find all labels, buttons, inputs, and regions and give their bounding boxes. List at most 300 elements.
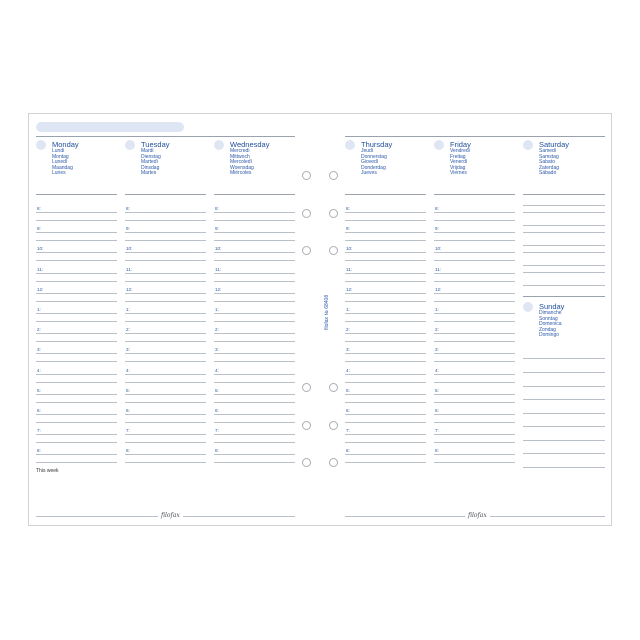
write-line [345,382,426,383]
write-line [345,434,426,435]
write-line [36,414,117,415]
write-line [125,361,206,362]
hour-row[interactable] [345,447,426,467]
write-line [214,374,295,375]
hour-row[interactable] [125,266,206,286]
date-circle[interactable] [125,140,135,150]
hour-label: 4: [346,367,350,373]
write-line [345,422,426,423]
hour-row[interactable] [214,245,295,265]
hour-row[interactable] [345,346,426,366]
hour-row[interactable] [125,326,206,346]
write-line [36,240,117,241]
hour-label: 8: [215,448,219,454]
ring-hole [329,246,338,255]
write-line [36,442,117,443]
hour-row[interactable] [345,387,426,407]
hour-label: 10: [435,246,442,252]
write-line [434,273,515,274]
hour-label: 5: [346,387,350,393]
write-line [345,321,426,322]
hour-label: 12: [37,286,44,292]
write-line [434,321,515,322]
hour-label: 9: [37,226,41,232]
hour-label: 4: [126,367,130,373]
ring-hole [302,209,311,218]
write-line [345,220,426,221]
hour-row[interactable] [434,205,515,225]
this-week-label: This week [36,468,59,474]
header-divider [214,194,295,195]
write-line [125,402,206,403]
write-line [36,394,117,395]
hour-row[interactable] [214,205,295,225]
header-divider [434,194,515,195]
ring-hole [302,421,311,430]
hour-label: 6: [346,408,350,413]
write-line[interactable] [523,440,605,441]
write-line [434,394,515,395]
ring-hole [329,171,338,180]
hour-label: 11: [346,266,353,272]
write-line [214,353,295,354]
hour-row[interactable] [214,326,295,346]
write-line[interactable] [523,285,605,286]
hour-row[interactable] [214,346,295,366]
hour-label: 8: [346,448,350,454]
write-line [345,353,426,354]
hour-row[interactable] [36,286,117,306]
write-line [434,374,515,375]
write-line [345,341,426,342]
hour-row[interactable] [345,266,426,286]
write-line [36,232,117,233]
write-line [434,434,515,435]
write-line[interactable] [523,372,605,373]
write-line [125,252,206,253]
write-line [214,321,295,322]
write-line [434,293,515,294]
hour-label: 7: [215,428,219,434]
hour-row[interactable] [125,245,206,265]
date-circle[interactable] [214,140,224,150]
write-line [36,273,117,274]
write-line [345,462,426,463]
hour-row[interactable] [345,205,426,225]
write-line [36,353,117,354]
write-line [345,260,426,261]
write-line [36,333,117,334]
write-line [345,414,426,415]
ring-hole [302,458,311,467]
write-line [434,462,515,463]
hour-row[interactable] [214,266,295,286]
hour-label: 2: [215,327,219,333]
hour-row[interactable] [214,427,295,447]
hour-row[interactable] [434,266,515,286]
hour-row[interactable] [434,286,515,306]
write-line [125,260,206,261]
hour-row[interactable] [125,346,206,366]
write-line[interactable] [523,245,605,246]
date-circle[interactable] [345,140,355,150]
day-translations: Mardi Dienstag Martedì Dinsdag Martes [141,148,161,177]
hour-label: 9: [126,226,130,232]
hour-row[interactable] [434,245,515,265]
hour-label: 11: [126,266,133,272]
write-line [345,240,426,241]
write-line [214,454,295,455]
ring-hole [329,209,338,218]
hour-label: 8: [215,206,219,211]
write-line [214,240,295,241]
write-line [434,341,515,342]
write-line [36,422,117,423]
write-line [345,361,426,362]
hour-label: 11: [215,266,222,272]
hour-label: 12: [346,286,353,292]
hour-label: 5: [126,387,130,393]
write-line [345,232,426,233]
filofax-logo-right: filofax [465,512,490,519]
hour-row[interactable] [345,225,426,245]
day-translations: Vendredi Freitag Venerdì Vrijdag Viernes [450,148,470,177]
write-line [434,281,515,282]
write-line [434,402,515,403]
hour-row[interactable] [36,205,117,225]
day-translations: Samedi Samstag Sabato Zaterdag Sábado [539,148,560,177]
write-line [36,321,117,322]
write-line [434,313,515,314]
write-line [434,414,515,415]
day-name: Thursday [361,140,393,149]
write-line [434,442,515,443]
hour-row[interactable] [214,225,295,245]
write-line [125,454,206,455]
write-line [125,353,206,354]
day-translations: Dimanche Sonntag Domenica Zondag Domingo [539,310,562,339]
hour-row[interactable] [125,427,206,447]
hour-row[interactable] [434,407,515,427]
write-line [214,341,295,342]
hour-label: 11: [435,266,442,272]
write-line [434,301,515,302]
hour-row[interactable] [345,326,426,346]
hour-row[interactable] [434,306,515,326]
write-line[interactable] [523,225,605,226]
hour-label: 1: [346,307,350,312]
write-line [434,353,515,354]
hour-label: 12: [215,286,222,292]
write-line[interactable] [523,272,605,273]
write-line [36,402,117,403]
hour-row[interactable] [434,225,515,245]
hour-label: 8: [346,206,350,211]
hour-row[interactable] [36,245,117,265]
write-line[interactable] [523,205,605,206]
write-line [214,232,295,233]
write-line[interactable] [523,467,605,468]
write-line [214,333,295,334]
hour-label: 1: [215,307,219,312]
write-line [434,232,515,233]
write-line [434,212,515,213]
hour-row[interactable] [214,447,295,467]
write-line [125,333,206,334]
write-line [125,273,206,274]
hour-row[interactable] [125,205,206,225]
hour-label: 1: [435,307,439,312]
hour-label: 2: [435,327,439,333]
write-line[interactable] [523,426,605,427]
write-line [214,394,295,395]
write-line [36,212,117,213]
write-line [345,281,426,282]
hour-row[interactable] [36,306,117,326]
write-line [434,361,515,362]
day-name: Saturday [539,140,570,149]
hour-row[interactable] [125,407,206,427]
hour-label: 7: [37,428,41,434]
write-line [345,374,426,375]
write-line[interactable] [523,252,605,253]
write-line [36,434,117,435]
hour-row[interactable] [434,427,515,447]
write-line[interactable] [523,399,605,400]
write-line[interactable] [523,453,605,454]
write-line [36,462,117,463]
hour-row[interactable] [36,225,117,245]
day-name: Friday [450,140,471,149]
hour-row[interactable] [36,367,117,387]
write-line [434,422,515,423]
write-line [125,414,206,415]
write-line [214,293,295,294]
hour-label: 2: [346,327,350,333]
hour-label: 2: [126,327,130,333]
hour-label: 3: [435,347,439,353]
hour-label: 7: [346,428,350,434]
hour-row[interactable] [434,326,515,346]
write-line [125,382,206,383]
hour-row[interactable] [345,245,426,265]
write-line [345,333,426,334]
write-line [214,252,295,253]
write-line [214,220,295,221]
write-line [125,220,206,221]
write-line [214,361,295,362]
hour-label: 11: [37,266,44,272]
write-line [434,260,515,261]
write-line [345,293,426,294]
hour-label: 8: [126,206,130,211]
write-line [36,454,117,455]
write-line[interactable] [523,265,605,266]
write-line[interactable] [523,212,605,213]
write-line [214,422,295,423]
hour-row[interactable] [36,326,117,346]
write-line [125,341,206,342]
write-line [125,434,206,435]
hour-label: 10: [346,246,353,252]
write-line [345,273,426,274]
hour-label: 1: [37,307,41,312]
hour-row[interactable] [125,286,206,306]
day-name: Sunday [539,302,565,311]
write-line [214,434,295,435]
hour-row[interactable] [125,387,206,407]
hour-label: 8: [37,206,41,211]
write-line [36,382,117,383]
write-line [36,293,117,294]
hour-row[interactable] [125,447,206,467]
day-translations: Jeudi Donnerstag Giovedì Donderdag Jueves [361,148,387,177]
hour-label: 9: [346,226,350,232]
write-line [125,422,206,423]
write-line [214,382,295,383]
hour-label: 8: [126,448,130,454]
hour-row[interactable] [214,407,295,427]
write-line [345,394,426,395]
hour-label: 8: [435,206,439,211]
hour-label: 10: [215,246,222,252]
hour-row[interactable] [36,427,117,447]
hour-label: 4: [37,367,41,373]
write-line [214,402,295,403]
day-name: Tuesday [141,140,170,149]
date-circle[interactable] [36,140,46,150]
header-top-line-left [36,136,295,137]
hour-row[interactable] [434,346,515,366]
day-name: Wednesday [230,140,270,149]
write-line [214,260,295,261]
ring-hole [329,458,338,467]
write-line [36,260,117,261]
hour-label: 10: [126,246,133,252]
hour-row[interactable] [434,447,515,467]
hour-label: 5: [435,387,439,393]
write-line [125,240,206,241]
write-line [345,252,426,253]
hour-row[interactable] [434,367,515,387]
ring-hole [329,383,338,392]
date-circle[interactable] [523,140,533,150]
hour-row[interactable] [345,407,426,427]
write-line [434,333,515,334]
write-line [36,252,117,253]
hour-row[interactable] [214,286,295,306]
hour-row[interactable] [36,266,117,286]
write-line [125,212,206,213]
week-date-field[interactable] [36,122,184,132]
hour-label: 4: [435,367,439,373]
write-line [36,374,117,375]
write-line [36,220,117,221]
hour-row[interactable] [36,387,117,407]
ring-hole [302,246,311,255]
hour-row[interactable] [214,306,295,326]
write-line [125,394,206,395]
write-line [345,212,426,213]
hour-row[interactable] [345,306,426,326]
write-line [214,414,295,415]
write-line [36,341,117,342]
write-line [214,313,295,314]
hour-row[interactable] [36,346,117,366]
hour-row[interactable] [36,447,117,467]
write-line [345,442,426,443]
write-line [214,442,295,443]
write-line [214,281,295,282]
write-line [345,313,426,314]
write-line[interactable] [523,386,605,387]
hour-label: 10: [37,246,44,252]
write-line [125,301,206,302]
hour-row[interactable] [214,367,295,387]
header-divider [125,194,206,195]
write-line[interactable] [523,358,605,359]
hour-row[interactable] [125,225,206,245]
hour-row[interactable] [125,367,206,387]
write-line [125,321,206,322]
date-circle[interactable] [434,140,444,150]
write-line [125,462,206,463]
write-line [125,232,206,233]
date-circle[interactable] [523,302,533,312]
hour-row[interactable] [345,367,426,387]
write-line [36,313,117,314]
hour-label: 3: [346,347,350,353]
ring-hole [302,383,311,392]
write-line[interactable] [523,194,605,195]
hour-row[interactable] [434,387,515,407]
hour-label: 4: [215,367,219,373]
write-line[interactable] [523,413,605,414]
spine-label: filofax № 68408 [324,294,330,330]
header-divider [345,194,426,195]
write-line [434,240,515,241]
write-line[interactable] [523,232,605,233]
write-line [434,220,515,221]
hour-label: 5: [215,387,219,393]
write-line [345,402,426,403]
write-line [434,252,515,253]
hour-label: 6: [435,408,439,413]
hour-label: 3: [215,347,219,353]
write-line [125,293,206,294]
write-line [214,462,295,463]
hour-label: 6: [215,408,219,413]
hour-row[interactable] [36,407,117,427]
hour-label: 2: [37,327,41,333]
hour-label: 6: [126,408,130,413]
hour-label: 6: [37,408,41,413]
hour-row[interactable] [345,286,426,306]
write-line [214,212,295,213]
hour-row[interactable] [345,427,426,447]
hour-label: 8: [37,448,41,454]
hour-row[interactable] [214,387,295,407]
write-line [434,382,515,383]
write-line [125,281,206,282]
filofax-logo-left: filofax [158,512,183,519]
write-line[interactable] [523,296,605,297]
write-line [125,313,206,314]
hour-row[interactable] [125,306,206,326]
hour-label: 12: [126,286,133,292]
write-line [434,454,515,455]
hour-label: 8: [435,448,439,454]
